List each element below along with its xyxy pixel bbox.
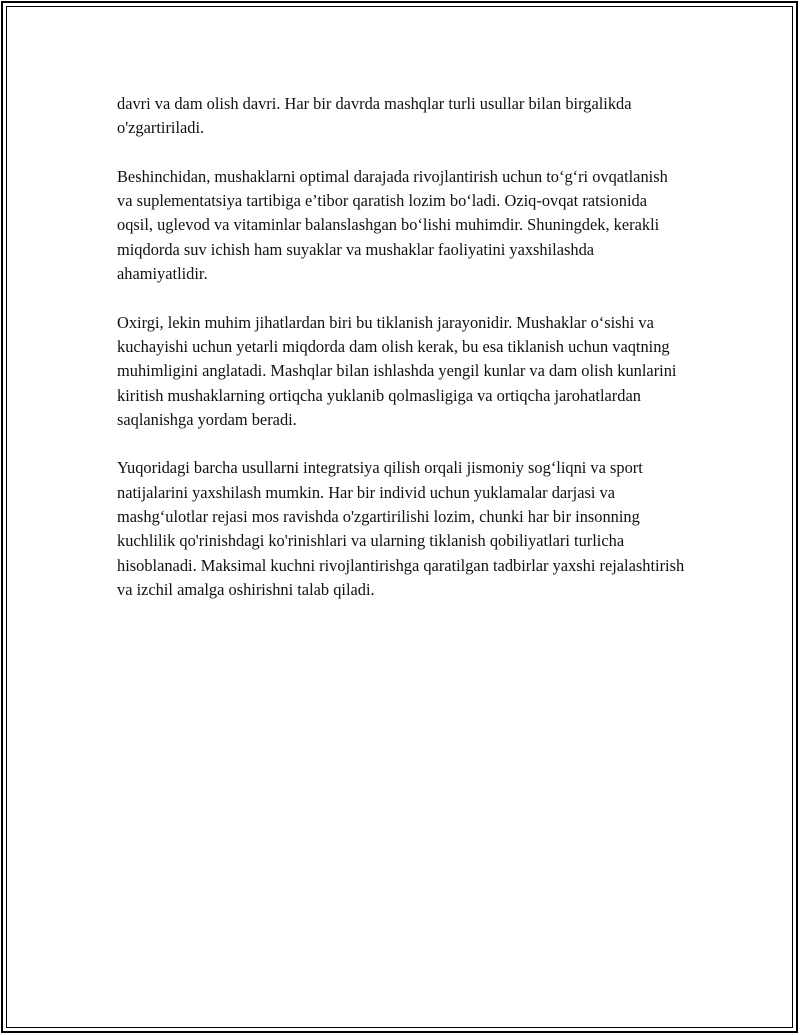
document-body bbox=[117, 92, 687, 627]
paragraph-4: Yuqoridagi barcha usullarni integratsiya qilish orqali jismoniy sog‘liqni va sport natijalarini yaxshilash mumkin. Har bir individ uchun yuklamalar darjasi va mashg‘ulotlar rejasi mos ravishda o'zgartirilishi lozim, chunki har bir insonning kuchlilik qo'rinishdagi ko'rinishlari va ularning tiklanish qobiliyatlari turlicha hisoblanadi. Maksimal kuchni rivojlantirishga qaratilgan tadbirlar yaxshi rejalashtirish va izchil amalga oshirishni talab qiladi. bbox=[117, 458, 685, 599]
paragraph-2: Beshinchidan, mushaklarni optimal darajada rivojlantirish uchun to‘g‘ri ovqatlanish va suplementatsiya tartibiga e’tibor qaratish lozim bo‘ladi. Oziq-ovqat ratsionida oqsil, uglevod va vitaminlar balanslashgan bo‘lishi muhimdir. Shuningdek, kerakli miqdorda suv ichish ham suyaklar va mushaklar faoliyatini yaxshilashda ahamiyatlidir. bbox=[117, 166, 668, 284]
paragraph-3: Oxirgi, lekin muhim jihatlardan biri bu tiklanish jarayonidir. Mushaklar o‘sishi va kuchayishi uchun yetarli miqdorda dam olish kerak, bu esa tiklanish uchun vaqtning muhimligini anglatadi. Mashqlar bilan ishlashda yengil kunlar va dam olish kunlarini kiritish mushaklarning ortiqcha yuklanib qolmasligiga va ortiqcha jarohatlardan saqlanishga yordam beradi. bbox=[117, 312, 677, 429]
paragraph-1: davri va dam olish davri. Har bir davrda mashqlar turli usullar bilan birgalikda o'zgartiriladi. bbox=[117, 94, 632, 138]
